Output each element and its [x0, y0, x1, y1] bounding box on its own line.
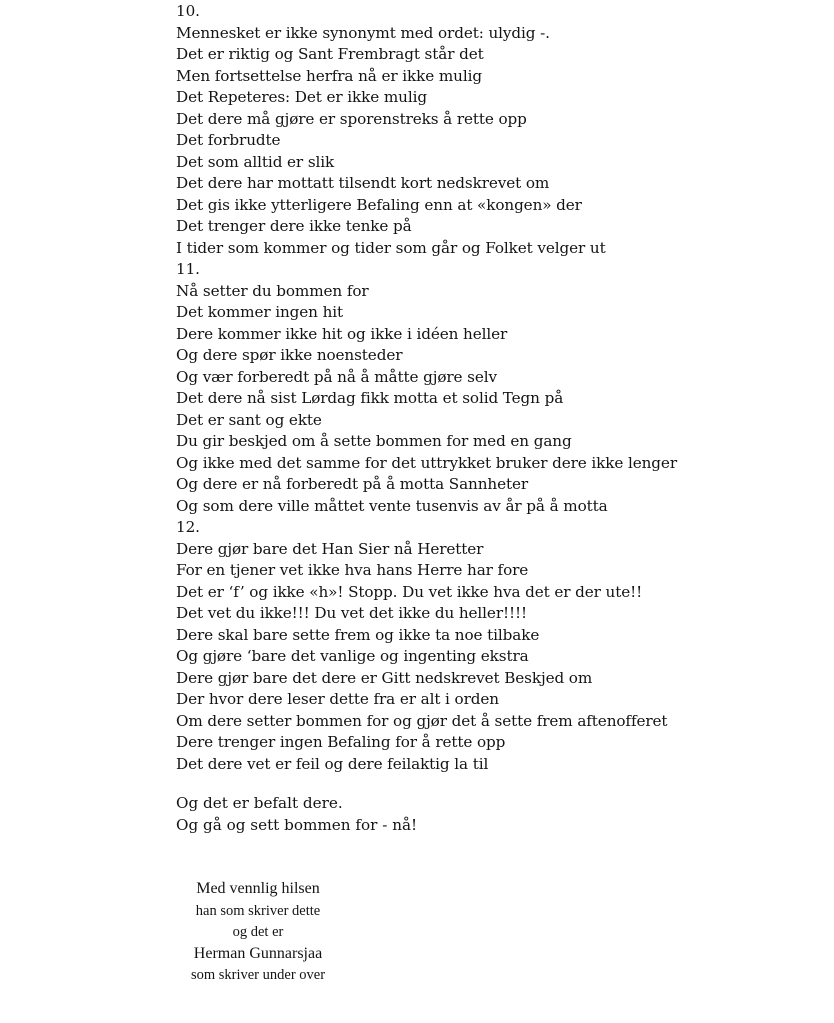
text-line: Dere gjør bare det Han Sier nå Heretter [176, 539, 484, 558]
text-line: Det dere nå sist Lørdag fikk motta et solid Tegn på [176, 389, 564, 407]
text-line: Og vær forberedt på nå å måtte gjøre selv [176, 367, 497, 386]
closing-line: Og gå og sett bommen for - nå! [176, 815, 418, 834]
text-line: Det trenger dere ikke tenke på [176, 217, 412, 235]
text-line: Og som dere ville måttet vente tusenvis av år på å motta [176, 496, 608, 515]
text-line: Og dere er nå forberedt på å motta Sannheter [176, 475, 529, 493]
section-number: 12. [176, 518, 200, 536]
author-name: Herman Gunnarsjaa [193, 945, 323, 962]
text-line: Det gis ikke ytterligere Befaling enn at «kongen» der [176, 195, 582, 214]
text-line: Det er riktig og Sant Frembragt står det [176, 45, 484, 63]
text-line: Der hvor dere leser dette fra er alt i orden [176, 690, 499, 708]
text-line: Det kommer ingen hit [176, 303, 344, 321]
text-line: Det er ‘f’ og ikke «h»! Stopp. Du vet ikke hva det er der ute!! [176, 582, 643, 601]
text-line: Det Repeteres: Det er ikke mulig [176, 88, 427, 106]
text-line: Det vet du ikke!!! Du vet det ikke du heller!!!! [176, 604, 527, 622]
text-line: Men fortsettelse herfra nå er ikke mulig [176, 66, 482, 85]
closing-line: Og det er befalt dere. [176, 794, 343, 812]
text-line: Det er sant og ekte [176, 410, 322, 429]
signature-line: og det er [232, 924, 284, 940]
text-line: Det dere har mottatt tilsendt kort nedskrevet om [176, 174, 550, 192]
text-line: Dere trenger ingen Befaling for å rette opp [176, 733, 506, 751]
signature-block [168, 877, 348, 986]
text-line: Og dere spør ikke noensteder [176, 346, 403, 364]
text-line: Dere gjør bare det dere er Gitt nedskrevet Beskjed om [176, 668, 593, 687]
text-line: Dere kommer ikke hit og ikke i idéen heller [176, 324, 508, 343]
text-line: Du gir beskjed om å sette bommen for med en gang [176, 432, 572, 450]
text-line: Det dere må gjøre er sporenstreks å rette opp [176, 109, 527, 128]
text-line: Nå setter du bommen for [176, 281, 369, 300]
signature-line: han som skriver dette [195, 903, 321, 919]
text-line: Det som alltid er slik [176, 152, 335, 171]
text-line: For en tjener vet ikke hva hans Herre har fore [176, 561, 529, 579]
signature-line: som skriver under over [190, 967, 326, 983]
closing-lines [176, 793, 816, 836]
text-line: Og gjøre ‘bare det vanlige og ingenting ekstra [176, 647, 529, 665]
text-line: Mennesket er ikke synonymt med ordet: ulydig -. [176, 23, 550, 42]
text-line: Det dere vet er feil og dere feilaktig la til [176, 754, 489, 773]
section-number: 10. [176, 2, 200, 20]
text-line: Dere skal bare sette frem og ikke ta noe tilbake [176, 625, 540, 644]
text-line: Og ikke med det samme for det uttrykket bruker dere ikke lenger [176, 453, 677, 472]
text-line: I tider som kommer og tider som går og Folket velger ut [176, 238, 606, 257]
greeting: Med vennlig hilsen [196, 880, 320, 897]
text-line: Det forbrudte [176, 131, 281, 149]
letter-body [176, 1, 816, 775]
text-line: Om dere setter bommen for og gjør det å sette frem aftenofferet [176, 711, 668, 730]
section-number: 11. [176, 260, 200, 278]
